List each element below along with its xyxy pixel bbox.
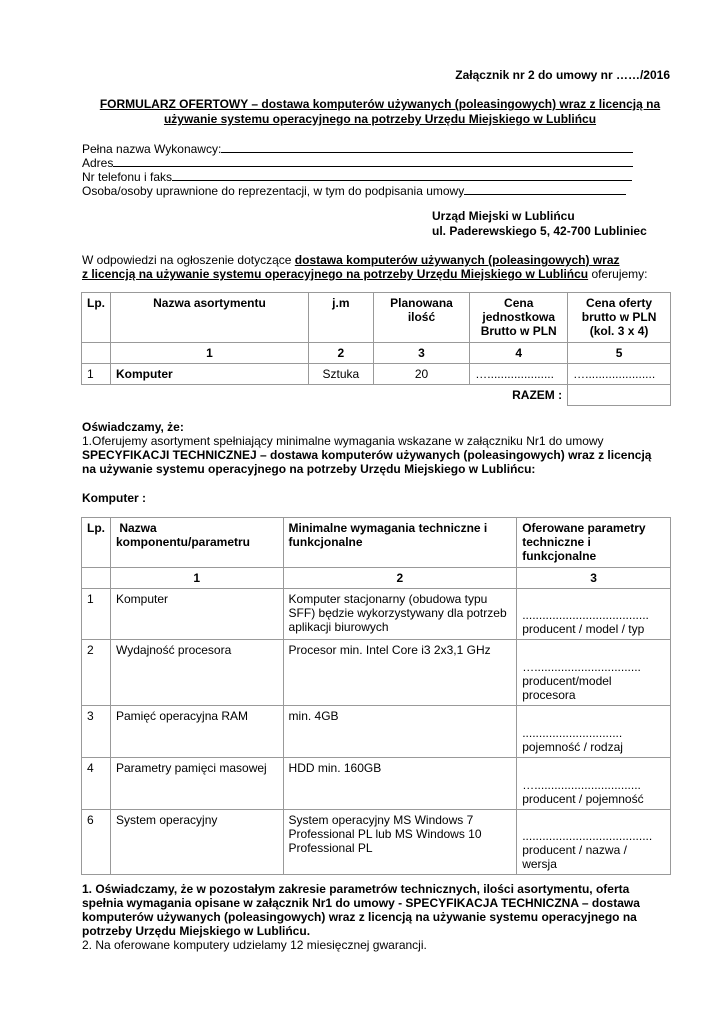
spec-row-min-line: HDD min. 160GB [288, 761, 382, 775]
contractor-phone-label: Nr telefonu i faks [82, 170, 173, 184]
offer-row-lp: 1 [82, 364, 111, 385]
offer-table-numbers [82, 343, 671, 364]
spec-row-min [283, 589, 517, 640]
offer-header-total: Cena oferty brutto w PLN (kol. 3 x 4) [568, 293, 671, 343]
spec-row-lp: 3 [82, 706, 111, 758]
offer-header-price: Cena jednostkowa Brutto w PLN [470, 293, 568, 343]
intro-tail: oferujemy: [588, 267, 648, 281]
spec-row-hint: procesora [522, 688, 576, 702]
spec-row-min [283, 706, 517, 758]
offer-table-header [82, 293, 671, 343]
spec-row-lp: 6 [82, 810, 111, 875]
spec-table-numbers [82, 568, 671, 589]
spec-row-dots[interactable]: …................................ [522, 778, 641, 792]
spec-row-hint: producent / nazwa / [522, 843, 627, 857]
offer-sum-value[interactable] [568, 385, 671, 406]
spec-row-offered[interactable] [517, 640, 671, 706]
offer-row-name: Komputer [111, 364, 309, 385]
contractor-address-label: Adres [82, 156, 114, 170]
spec-row-name: Parametry pamięci masowej [111, 758, 284, 810]
intro-lead: W odpowiedzi na ogłoszenie dotyczące [82, 253, 295, 267]
spec-row-min-line: System operacyjny MS Windows 7 [288, 813, 474, 827]
spec-row-name: Komputer [111, 589, 284, 640]
form-title-line2: używanie systemu operacyjnego na potrzeby Urzędu Miejskiego w Lublińcu [163, 112, 597, 126]
contractor-name-field[interactable] [221, 142, 633, 153]
intro-subject-1: dostawa komputerów używanych (poleasingowych) wraz [294, 253, 620, 267]
final-p1-line2: spełnia wymagania opisane w załącznik Nr1 do umowy - SPECYFIKACJA TECHNICZNA – dostawa [82, 896, 640, 910]
offer-header-name: Nazwa asortymentu [111, 293, 309, 343]
spec-row-name: Wydajność procesora [111, 640, 284, 706]
spec-header-min: Minimalne wymagania techniczne i funkcjonalne [283, 518, 517, 568]
spec-row-dots[interactable]: …................................ [522, 660, 641, 674]
spec-row-min-line: Professional PL [288, 841, 373, 855]
spec-header-name: Nazwa komponentu/parametru [111, 518, 284, 568]
declaration-line2: SPECYFIKACJI TECHNICZNEJ – dostawa komputerów używanych (poleasingowych) wraz z licencją [82, 448, 652, 462]
spec-row-lp: 1 [82, 589, 111, 640]
spec-row-lp: 2 [82, 640, 111, 706]
contractor-phone-row [82, 170, 642, 184]
spec-num-1: 1 [111, 568, 284, 589]
contractor-name-label: Pełna nazwa Wykonawcy: [82, 142, 222, 156]
contractor-address-row [82, 156, 642, 170]
spec-row-min [283, 810, 517, 875]
table-row [82, 364, 671, 385]
spec-row-offered[interactable] [517, 589, 671, 640]
final-p1-line1: 1. Oświadczamy, że w pozostałym zakresie parametrów technicznych, ilości asortymentu, oferta [82, 882, 630, 896]
intro-subject-2: z licencją na używanie systemu operacyjnego na potrzeby Urzędu Miejskiego w Lublińcu [82, 267, 589, 281]
contractor-representatives-row [82, 184, 642, 198]
table-row [82, 640, 671, 706]
spec-row-offered[interactable] [517, 758, 671, 810]
contractor-address-field[interactable] [113, 156, 633, 167]
offer-sum-row [82, 385, 671, 406]
spec-row-hint: wersja [522, 857, 557, 871]
spec-row-dots[interactable]: ....................................... [522, 829, 653, 843]
spec-row-hint: producent / model / typ [522, 622, 645, 636]
offer-num-2: 2 [309, 343, 374, 364]
spec-row-offered[interactable] [517, 810, 671, 875]
offer-num-1: 1 [111, 343, 309, 364]
spec-table [81, 517, 671, 875]
spec-num-2: 2 [283, 568, 517, 589]
spec-row-name: System operacyjny [111, 810, 284, 875]
intro-line1 [82, 253, 672, 267]
contractor-representatives-label: Osoba/osoby uprawnione do reprezentacji, w tym do podpisania umowy [82, 184, 465, 198]
table-row [82, 589, 671, 640]
offer-sum-label: RAZEM : [82, 385, 568, 406]
offer-header-unit: j.m [309, 293, 374, 343]
offer-row-price[interactable]: ….................... [470, 364, 568, 385]
spec-row-hint: producent/model [522, 674, 612, 688]
offer-header-qty: Planowana ilość [373, 293, 470, 343]
spec-row-name: Pamięć operacyjna RAM [111, 706, 284, 758]
annex-title: Załącznik nr 2 do umowy nr ……/2016 [455, 68, 670, 82]
spec-row-min [283, 758, 517, 810]
offer-row-unit: Sztuka [309, 364, 374, 385]
final-p1-line3: komputerów używanych (poleasingowych) wraz z licencją na używanie systemu operacyjnego na [82, 910, 637, 924]
spec-table-header [82, 518, 671, 568]
spec-row-hint: pojemność / rodzaj [522, 740, 623, 754]
offer-header-lp: Lp. [82, 293, 111, 343]
contractor-name-row [82, 142, 642, 156]
spec-row-min-line: Komputer stacjonarny (obudowa typu [288, 592, 488, 606]
table-row [82, 810, 671, 875]
spec-row-min-line: aplikacji biurowych [288, 620, 389, 634]
declaration-line3: na używanie systemu operacyjnego na potrzeby Urzędu Miejskiego w Lublińcu: [82, 462, 536, 476]
declaration-heading: Oświadczamy, że: [82, 420, 184, 434]
spec-num-empty [82, 568, 111, 589]
spec-row-min-line: Procesor min. Intel Core i3 2x3,1 GHz [288, 643, 491, 657]
spec-row-dots[interactable]: .............................. [522, 726, 623, 740]
recipient-address: ul. Paderewskiego 5, 42-700 Lubliniec [432, 224, 647, 238]
form-title-line1: FORMULARZ OFERTOWY – dostawa komputerów używanych (poleasingowych) wraz z licencją na [99, 97, 661, 111]
spec-row-min [283, 640, 517, 706]
spec-row-lp: 4 [82, 758, 111, 810]
offer-num-4: 4 [470, 343, 568, 364]
offer-num-3: 3 [373, 343, 470, 364]
intro-line2 [82, 267, 682, 281]
offer-num-5: 5 [568, 343, 671, 364]
offer-table [81, 292, 671, 406]
spec-row-dots[interactable]: ...................................... [522, 608, 649, 622]
offer-num-empty [82, 343, 111, 364]
spec-row-offered[interactable] [517, 706, 671, 758]
final-p2: 2. Na oferowane komputery udzielamy 12 miesięcznej gwarancji. [82, 938, 427, 952]
spec-row-hint: producent / pojemność [522, 792, 644, 806]
computer-heading: Komputer : [82, 491, 146, 505]
spec-row-min-line: Professional PL lub MS Windows 10 [288, 827, 482, 841]
contractor-phone-field[interactable] [172, 170, 632, 181]
final-p1-line4: potrzeby Urzędu Miejskiego w Lublińcu. [82, 924, 311, 938]
spec-header-lp: Lp. [82, 518, 111, 568]
declaration-line1: 1.Oferujemy asortyment spełniający minimalne wymagania wskazane w załączniku Nr1 do umowy [82, 434, 604, 448]
spec-row-min-line: min. 4GB [288, 709, 339, 723]
offer-row-qty: 20 [373, 364, 470, 385]
contractor-representatives-field[interactable] [464, 184, 626, 195]
spec-row-min-line: SFF) będzie wykorzystywany dla potrzeb [288, 606, 507, 620]
spec-header-offered: Oferowane parametry techniczne i funkcjonalne [517, 518, 671, 568]
offer-row-total[interactable]: …..................... [568, 364, 671, 385]
table-row [82, 758, 671, 810]
spec-num-3: 3 [517, 568, 671, 589]
table-row [82, 706, 671, 758]
recipient-name: Urząd Miejski w Lublińcu [432, 209, 575, 223]
